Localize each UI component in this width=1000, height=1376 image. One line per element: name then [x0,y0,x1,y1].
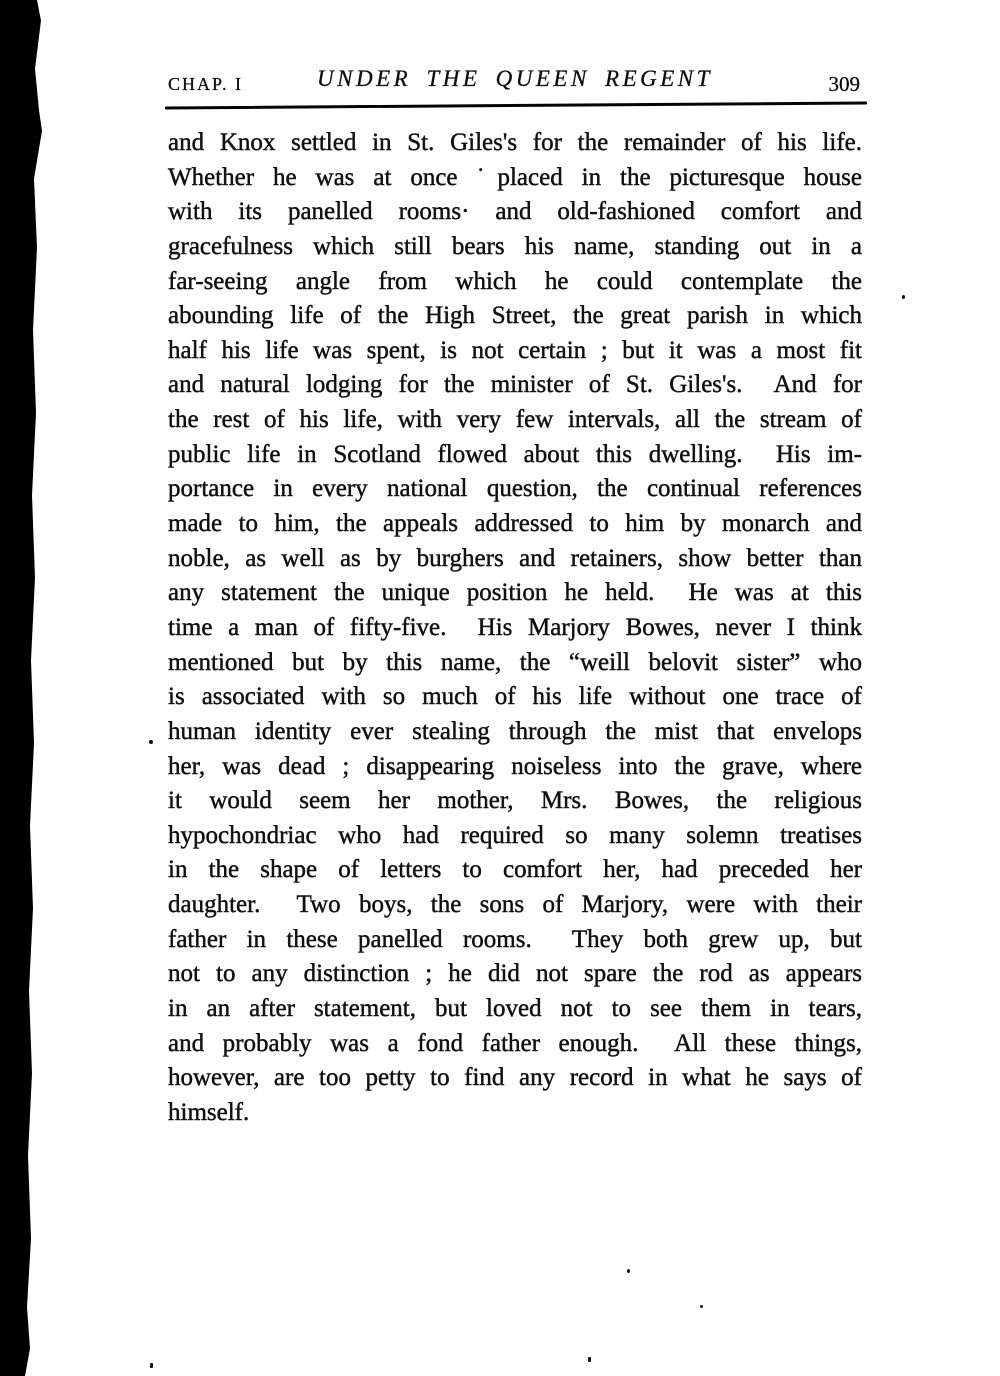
text-line: hypochondriac who had required so many solemn treatises [168,821,862,849]
ink-speck [150,1363,153,1368]
page-number: 309 [828,72,860,96]
text-line: far-seeing angle from which he could contemplate the [168,267,862,295]
text-line: human identity ever stealing through the mist that envelops [168,717,862,745]
text-line: however, are too petty to find any record in what he says of [168,1064,862,1092]
text-line: in the shape of letters to comfort her, had preceded her [168,856,862,884]
text-line: any statement the unique position he held. He was at this [168,579,862,607]
chapter-label: CHAP. I [168,74,244,94]
body-text [168,126,862,1131]
text-line: the rest of his life, with very few intervals, all the stream of [168,406,862,434]
text-line: himself. [168,1098,250,1126]
text-line: Whether he was at once ˙placed in the picturesque house [168,163,862,191]
text-line: father in these panelled rooms. They both grew up, but [168,925,862,953]
text-line: is associated with so much of his life without one trace of [168,683,862,711]
text-line: and natural lodging for the minister of St. Giles's. And for [168,371,862,399]
text-line: and probably was a fond father enough. All these things, [168,1029,862,1057]
text-line: daughter. Two boys, the sons of Marjory, were with their [168,891,862,919]
text-line: mentioned but by this name, the “weill belovit sister” who [168,648,862,676]
ink-speck [588,1357,591,1362]
text-line: portance in every national question, the continual references [168,475,862,503]
running-title: UNDER THE QUEEN REGENT [317,66,713,91]
ink-speck [902,295,905,299]
binding-shadow [0,0,44,1376]
text-line: in an after statement, but loved not to see them in tears, [168,995,862,1023]
text-line: made to him, the appeals addressed to him by monarch and [168,510,862,538]
text-line: and Knox settled in St. Giles's for the remainder of his life. [168,129,862,156]
ink-speck [149,740,153,744]
text-line: her, was dead ; disappearing noiseless into the grave, where [168,752,862,780]
text-line: time a man of fifty-five. His Marjory Bowes, never I think [168,613,862,641]
text-line: it would seem her mother, Mrs. Bowes, the religious [168,787,862,815]
ink-speck [700,1305,703,1308]
text-line: abounding life of the High Street, the great parish in which [168,302,862,330]
text-line: not to any distinction ; he did not spare the rod as appears [168,960,862,988]
text-line: noble, as well as by burghers and retainers, show better than [168,544,862,572]
text-line: half his life was spent, is not certain ; but it was a most fit [168,336,862,364]
ink-speck [627,1269,630,1273]
text-line: gracefulness which still bears his name, standing out in a [168,232,862,260]
text-line: with its panelled rooms· and old-fashioned comfort and [168,198,862,226]
text-line: public life in Scotland flowed about this dwelling. His im- [168,440,862,468]
